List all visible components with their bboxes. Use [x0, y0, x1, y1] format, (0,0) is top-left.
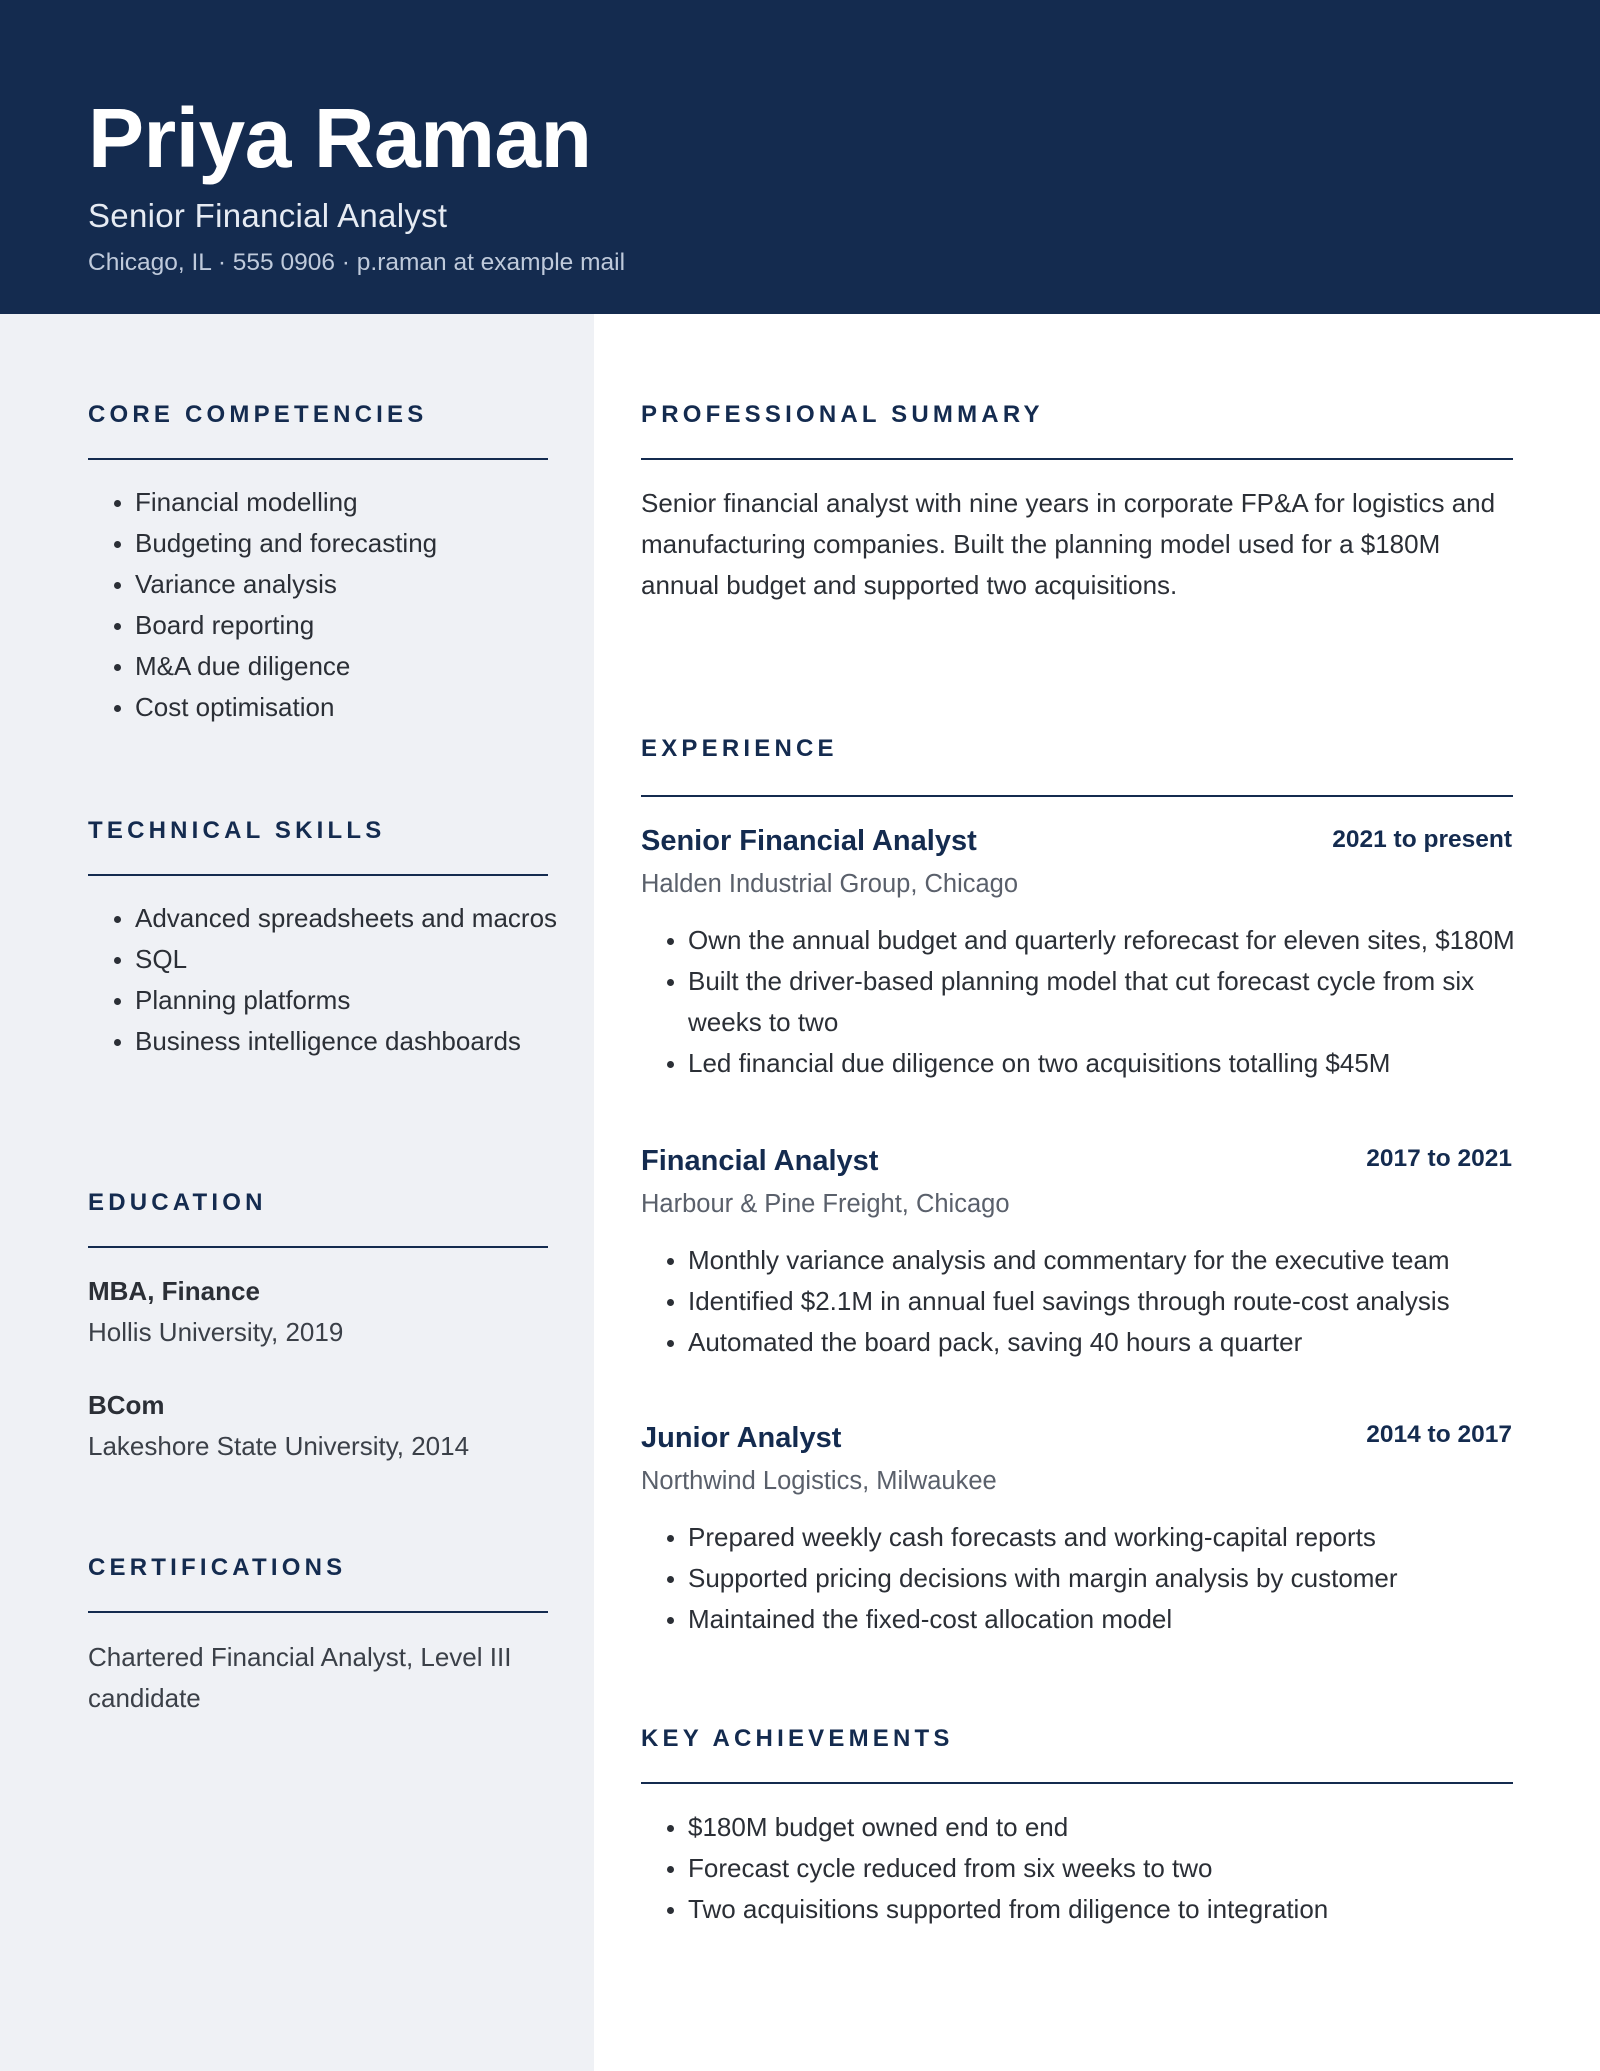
experience-heading: EXPERIENCE: [641, 735, 838, 762]
section-divider: [641, 795, 1513, 797]
section-divider: [88, 874, 548, 876]
core-competencies-list: [88, 482, 437, 728]
core-competencies-heading: CORE COMPETENCIES: [88, 401, 428, 428]
technical-skills-heading: TECHNICAL SKILLS: [88, 817, 386, 844]
section-divider: [88, 1611, 548, 1613]
job-title: Financial Analyst: [641, 1145, 879, 1177]
job-bullets: [641, 1517, 1521, 1640]
list-item: Financial modelling: [88, 482, 437, 523]
section-divider: [88, 458, 548, 460]
list-item: Own the annual budget and quarterly reforecast for eleven sites, $180M: [641, 920, 1521, 961]
job-dates: 2014 to 2017: [1366, 1421, 1512, 1448]
candidate-name: Priya Raman: [88, 91, 592, 185]
summary-text: Senior financial analyst with nine years in corporate FP&A for logistics and manufacturing companies. Built the planning model used for a $180M annual budget and supported two acquisitions.: [641, 488, 1496, 600]
list-item: Business intelligence dashboards: [88, 1021, 557, 1062]
certifications-heading: CERTIFICATIONS: [88, 1554, 347, 1581]
achievements-list: [641, 1807, 1521, 1930]
list-item: Variance analysis: [88, 564, 437, 605]
job-company: Harbour & Pine Freight, Chicago: [641, 1190, 1010, 1218]
key-achievements-heading: KEY ACHIEVEMENTS: [641, 1725, 954, 1752]
list-item: Two acquisitions supported from diligence to integration: [641, 1889, 1521, 1930]
list-item: Forecast cycle reduced from six weeks to two: [641, 1848, 1521, 1889]
education-degree: MBA, Finance: [88, 1276, 260, 1306]
job-bullets: [641, 920, 1521, 1084]
list-item: Planning platforms: [88, 980, 557, 1021]
list-item: Led financial due diligence on two acquisitions totalling $45M: [641, 1043, 1521, 1084]
list-item: $180M budget owned end to end: [641, 1807, 1521, 1848]
job-company: Halden Industrial Group, Chicago: [641, 870, 1019, 898]
list-item: Cost optimisation: [88, 687, 437, 728]
education-degree: BCom: [88, 1390, 165, 1420]
list-item: Automated the board pack, saving 40 hours a quarter: [641, 1322, 1521, 1363]
certification-text: Chartered Financial Analyst, Level III candidate: [88, 1642, 512, 1713]
list-item: Prepared weekly cash forecasts and working-capital reports: [641, 1517, 1521, 1558]
education-school: Lakeshore State University, 2014: [88, 1431, 470, 1461]
list-item: Monthly variance analysis and commentary for the executive team: [641, 1240, 1521, 1281]
job-dates: 2021 to present: [1332, 826, 1512, 853]
professional-summary-heading: PROFESSIONAL SUMMARY: [641, 401, 1044, 428]
job-title: Junior Analyst: [641, 1422, 842, 1454]
job-bullets: [641, 1240, 1521, 1363]
job-dates: 2017 to 2021: [1366, 1145, 1512, 1172]
list-item: Built the driver-based planning model that cut forecast cycle from six weeks to two: [641, 961, 1521, 1043]
list-item: Budgeting and forecasting: [88, 523, 437, 564]
list-item: Supported pricing decisions with margin analysis by customer: [641, 1558, 1521, 1599]
list-item: Advanced spreadsheets and macros: [88, 898, 557, 939]
section-divider: [641, 458, 1513, 460]
candidate-role: Senior Financial Analyst: [88, 197, 448, 234]
section-divider: [641, 1782, 1513, 1784]
section-divider: [88, 1246, 548, 1248]
job-title: Senior Financial Analyst: [641, 825, 977, 857]
contact-line: Chicago, IL · 555 0906 · p.raman at example mail: [88, 249, 626, 276]
list-item: SQL: [88, 939, 557, 980]
resume-header: [0, 0, 1600, 314]
job-company: Northwind Logistics, Milwaukee: [641, 1467, 997, 1495]
list-item: Board reporting: [88, 605, 437, 646]
list-item: Maintained the fixed-cost allocation model: [641, 1599, 1521, 1640]
technical-skills-list: [88, 898, 557, 1062]
list-item: M&A due diligence: [88, 646, 437, 687]
list-item: Identified $2.1M in annual fuel savings through route-cost analysis: [641, 1281, 1521, 1322]
education-school: Hollis University, 2019: [88, 1317, 344, 1347]
education-heading: EDUCATION: [88, 1189, 267, 1216]
